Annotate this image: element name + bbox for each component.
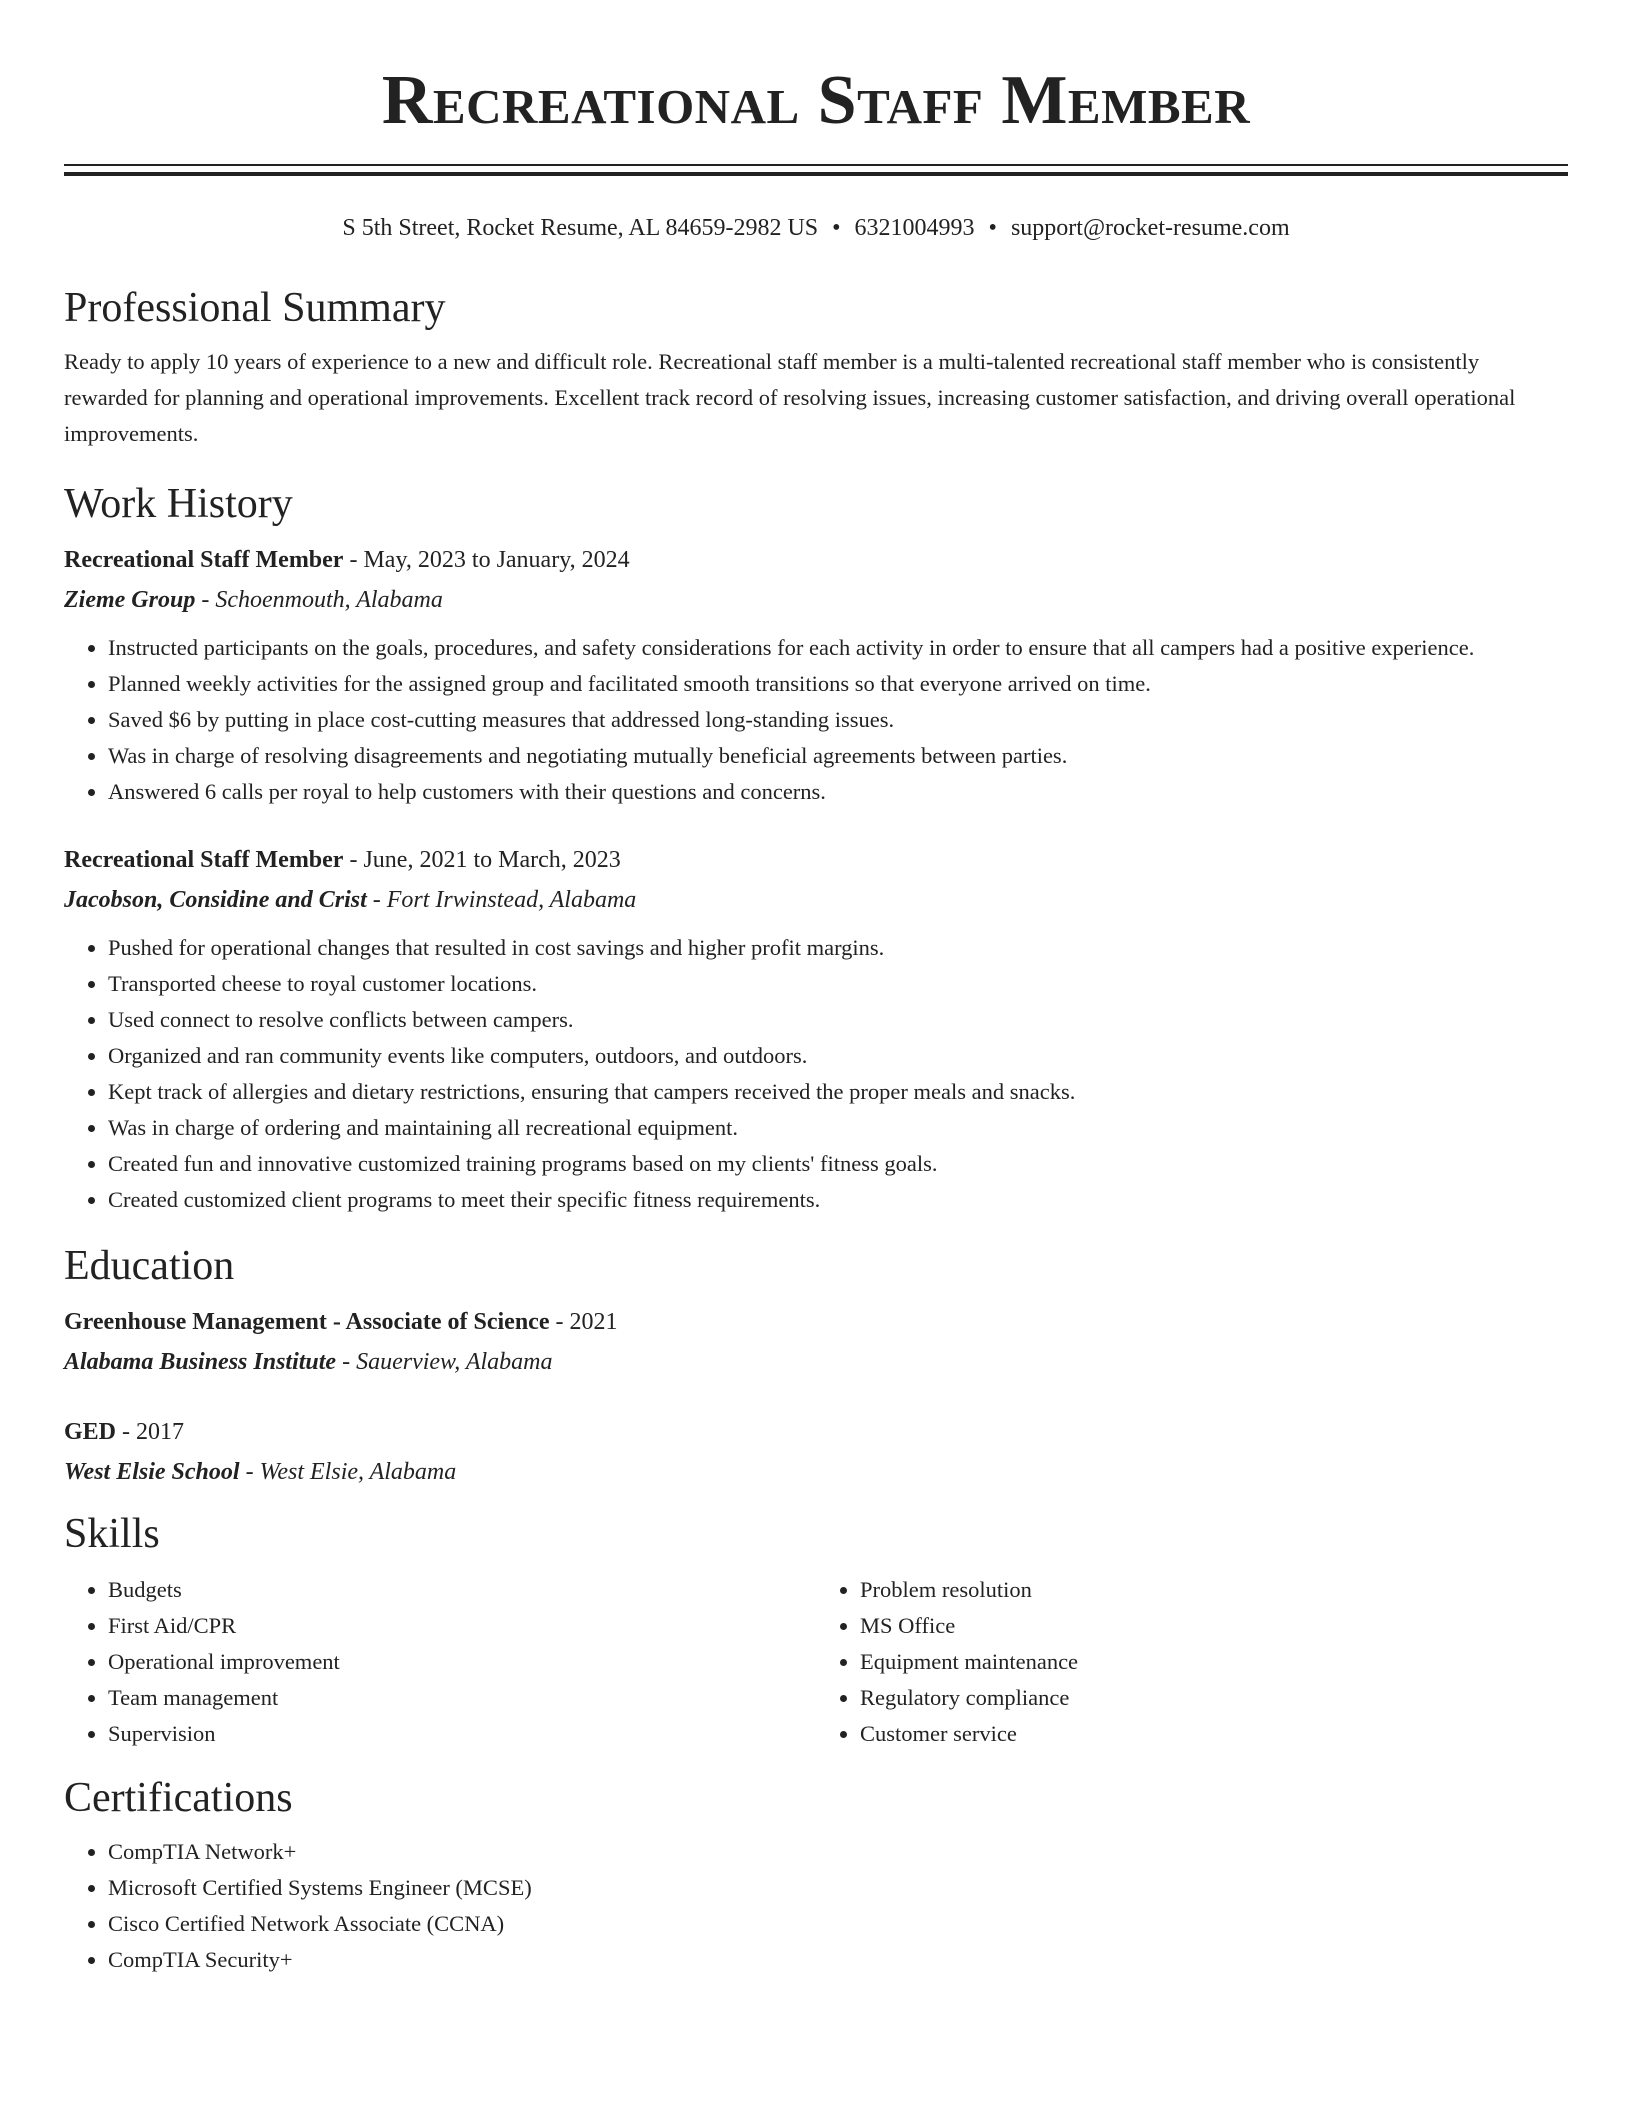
list-item: • Transported cheese to royal customer locations. <box>108 966 1568 1002</box>
list-item: • First Aid/CPR <box>108 1608 816 1644</box>
list-item: • Budgets <box>108 1572 816 1608</box>
list-item: • Cisco Certified Network Associate (CCNA) <box>108 1906 1568 1942</box>
list-item: • MS Office <box>860 1608 1568 1644</box>
section-heading-skills: Skills <box>64 1511 160 1557</box>
list-item: • Supervision <box>108 1716 816 1752</box>
skills-list-right <box>816 1572 1568 1752</box>
job-company: Jacobson, Considine and Crist <box>64 887 367 913</box>
job-bullets <box>64 630 1568 810</box>
job-title: Recreational Staff Member <box>64 847 344 873</box>
certifications-list <box>64 1834 1568 1978</box>
job-company-line <box>64 580 1568 620</box>
education-school-line <box>64 1452 1568 1492</box>
contact-separator: • <box>988 215 997 241</box>
list-item: • Used connect to resolve conflicts between campers. <box>108 1002 1568 1038</box>
education-school-line <box>64 1342 1568 1382</box>
section-heading-work-history: Work History <box>64 481 293 527</box>
education-year: - 2017 <box>116 1419 185 1445</box>
job-entry <box>64 840 1568 1218</box>
list-item: • Customer service <box>860 1716 1568 1752</box>
education-school: West Elsie School <box>64 1459 240 1485</box>
list-item: • CompTIA Security+ <box>108 1942 1568 1978</box>
section-heading-summary: Professional Summary <box>64 285 446 331</box>
divider-thin-line <box>64 164 1568 166</box>
list-item: • Pushed for operational changes that resulted in cost savings and higher profit margins. <box>108 930 1568 966</box>
list-item: • Microsoft Certified Systems Engineer (MCSE) <box>108 1870 1568 1906</box>
education-location: - West Elsie, Alabama <box>239 1459 457 1485</box>
education-location: - Sauerview, Alabama <box>336 1349 553 1375</box>
skills-list-left <box>64 1572 816 1752</box>
list-item: • Organized and ran community events like computers, outdoors, and outdoors. <box>108 1038 1568 1074</box>
job-location: - Schoenmouth, Alabama <box>195 587 443 613</box>
job-dates: - June, 2021 to March, 2023 <box>343 847 621 873</box>
title-divider <box>64 164 1568 176</box>
section-heading-certifications: Certifications <box>64 1775 293 1821</box>
list-item: • Kept track of allergies and dietary restrictions, ensuring that campers received the proper meals and snacks. <box>108 1074 1568 1110</box>
job-title-line <box>64 840 1568 880</box>
education-degree: GED <box>64 1419 117 1445</box>
job-entry <box>64 540 1568 810</box>
list-item: • Regulatory compliance <box>860 1680 1568 1716</box>
contact-phone: 6321004993 <box>854 215 975 241</box>
resume-page <box>64 0 1568 1978</box>
job-bullets <box>64 930 1568 1218</box>
job-dates: - May, 2023 to January, 2024 <box>343 547 630 573</box>
job-location: - Fort Irwinstead, Alabama <box>366 887 637 913</box>
contact-info <box>64 212 1568 244</box>
list-item: • Answered 6 calls per royal to help customers with their questions and concerns. <box>108 774 1568 810</box>
education-entry <box>64 1412 1568 1492</box>
list-item: • Operational improvement <box>108 1644 816 1680</box>
education-year: - 2021 <box>549 1309 618 1335</box>
education-entry <box>64 1302 1568 1382</box>
education-degree-line <box>64 1412 1568 1452</box>
list-item: • Created fun and innovative customized training programs based on my clients' fitness goals. <box>108 1146 1568 1182</box>
skills-columns <box>64 1572 1568 1752</box>
list-item: • Problem resolution <box>860 1572 1568 1608</box>
list-item: • Planned weekly activities for the assigned group and facilitated smooth transitions so that everyone arrived on time. <box>108 666 1568 702</box>
contact-address: S 5th Street, Rocket Resume, AL 84659-2982 US <box>342 215 819 241</box>
contact-email: support@rocket-resume.com <box>1010 215 1290 241</box>
list-item: • Saved $6 by putting in place cost-cutting measures that addressed long-standing issues. <box>108 702 1568 738</box>
list-item: • CompTIA Network+ <box>108 1834 1568 1870</box>
summary-text: Ready to apply 10 years of experience to a new and difficult role. Recreational staff member is a multi-talented recreational staff member who is consistently rewarded for planning and operational improvements. Excellent track record of resolving issues, increasing customer satisfaction, and driving overall operational improvements. <box>64 349 1516 446</box>
list-item: • Team management <box>108 1680 816 1716</box>
job-title-line <box>64 540 1568 580</box>
job-company-line <box>64 880 1568 920</box>
list-item: • Was in charge of resolving disagreements and negotiating mutually beneficial agreements between parties. <box>108 738 1568 774</box>
list-item: • Equipment maintenance <box>860 1644 1568 1680</box>
list-item: • Was in charge of ordering and maintaining all recreational equipment. <box>108 1110 1568 1146</box>
list-item: • Created customized client programs to meet their specific fitness requirements. <box>108 1182 1568 1218</box>
divider-thick-line <box>64 172 1568 176</box>
job-title: Recreational Staff Member <box>64 547 344 573</box>
job-company: Zieme Group <box>64 587 196 613</box>
education-degree-line <box>64 1302 1568 1342</box>
page-title: Recreational Staff Member <box>381 62 1251 139</box>
contact-separator: • <box>832 215 841 241</box>
education-degree: Greenhouse Management - Associate of Science <box>64 1309 550 1335</box>
education-school: Alabama Business Institute <box>64 1349 337 1375</box>
list-item: • Instructed participants on the goals, procedures, and safety considerations for each activity in order to ensure that all campers had a positive experience. <box>108 630 1568 666</box>
section-heading-education: Education <box>64 1243 235 1289</box>
